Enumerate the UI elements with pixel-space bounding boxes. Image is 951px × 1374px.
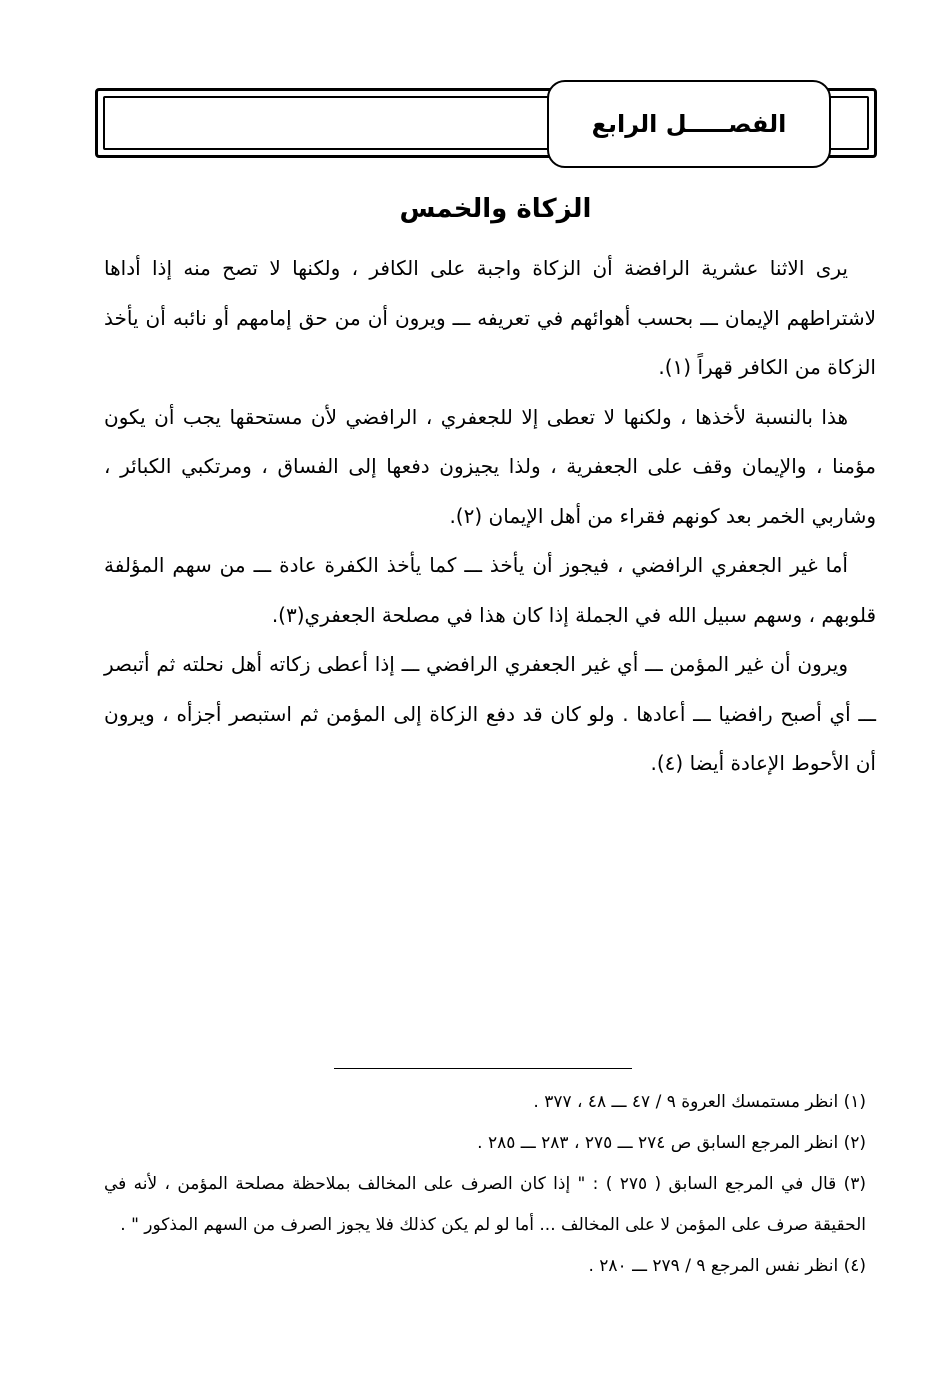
footnotes [104,1082,866,1287]
footnote-3: (٣) قال في المرجع السابق ( ٢٧٥ ) : " إذا كان الصرف على المخالف بملاحظة مصلحة المؤمن ، لأنه في الحقيقة صرف على المؤمن لا على المخالف ... أما لو لم يكن كذلك فلا يجوز الصرف من السهم المذكور " . [104,1174,867,1235]
chapter-label-box [547,80,831,168]
paragraph-2: هذا بالنسبة لأخذها ، ولكنها لا تعطى إلا للجعفري ، الرافضي لأن مستحقها يجب أن يكون مؤمنا ، والإيمان وقف على الجعفرية ، ولذا يجيزون دفعها إلى الفساق ، ومرتكبي الكبائر ، وشاربي الخمر بعد كونهم فقراء من أهل الإيمان (٢). [104,404,876,528]
paragraph-3: أما غير الجعفري الرافضي ، فيجوز أن يأخذ ـــ كما يأخذ الكفرة عادة ـــ من سهم المؤلفة قلوبهم ، وسهم سبيل الله في الجملة إذا كان هذا في مصلحة الجعفري(٣). [104,553,876,627]
body-text [104,244,876,789]
paragraph-1: يرى الاثنا عشرية الرافضة أن الزكاة واجبة على الكافر ، ولكنها لا تصح منه إذا أداها لاشتراطهم الإيمان ـــ بحسب أهوائهم في تعريفه ـــ ويرون أن من حق إمامهم أو نائبه أن يأخذ الزكاة من الكافر قهراً (١). [104,256,876,379]
chapter-title: الفصـــــل الرابع [591,110,787,138]
footnote-2: (٢) انظر المرجع السابق ص ٢٧٤ ـــ ٢٧٥ ، ٢٨٣ ـــ ٢٨٥ . [477,1133,866,1153]
paragraph-4: ويرون أن غير المؤمن ـــ أي غير الجعفري الرافضي ـــ إذا أعطى زكاته أهل نحلته ثم أتبصر ـــ أي أصبح رافضيا ـــ أعادها . ولو كان قد دفع الزكاة إلى المؤمن ثم استبصر أجزأه ، ويرون أن الأحوط الإعادة أيضا (٤). [104,652,876,775]
footnote-4: (٤) انظر نفس المرجع ٩ / ٢٧٩ ـــ ٢٨٠ . [588,1256,866,1276]
section-title-wrap [0,194,951,224]
section-title: الزكاة والخمس [399,194,592,224]
footnote-1: (١) انظر مستمسك العروة ٩ / ٤٧ ـــ ٤٨ ، ٣٧٧ . [533,1092,866,1112]
footnote-separator [334,1068,632,1069]
